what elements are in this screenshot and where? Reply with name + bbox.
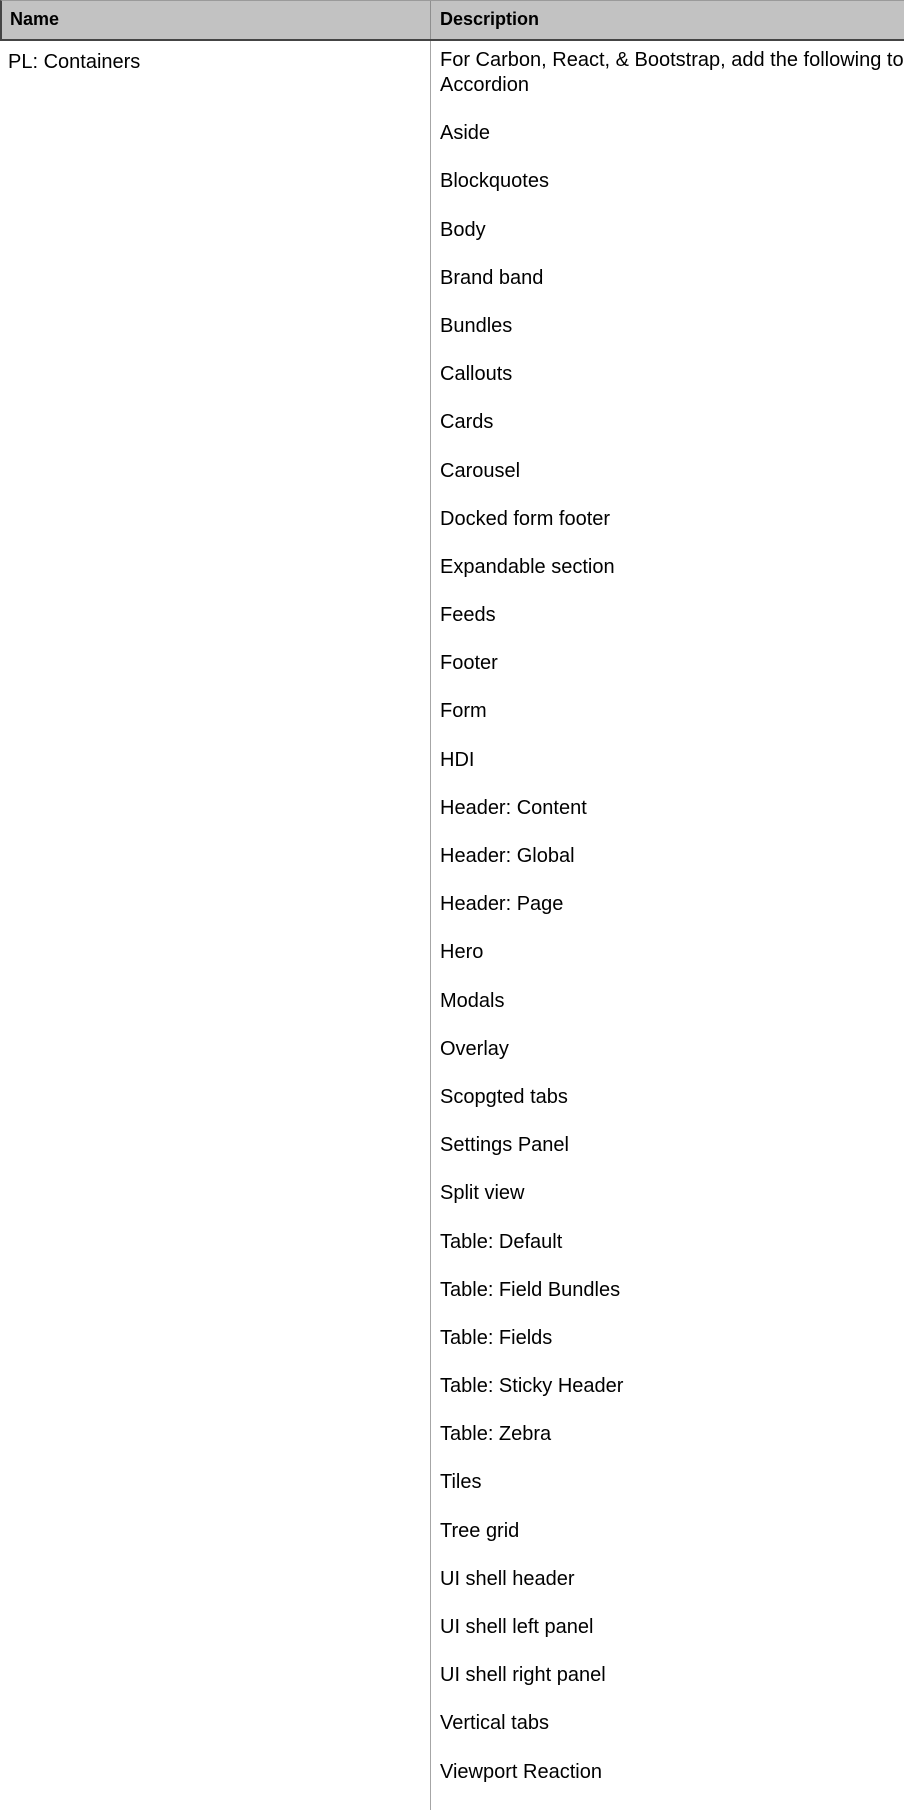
description-list-item: Table: Zebra [440,1423,552,1446]
name-cell-text: PL: Containers [8,51,141,73]
description-list-item: Overlay [440,1037,509,1060]
description-list-item: Footer [440,652,498,675]
description-list-item: Carousel [440,459,521,482]
description-list-item: Cards [440,411,494,434]
description-list-item: Form [440,700,487,723]
description-list-item: Vertical tabs [440,1712,549,1735]
description-list-item: Viewport Reaction [440,1760,602,1783]
description-list-item: Header: Global [440,845,575,867]
description-list-item: Docked form footer [440,507,611,530]
description-component-list [440,74,904,1784]
description-list-item: Header: Content [440,796,587,819]
description-list-item: Split view [440,1182,525,1205]
description-list-item: Accordion [440,74,529,96]
description-list-item: UI shell left panel [440,1616,594,1638]
description-list-item: Blockquotes [440,170,549,193]
column-header-name-label: Name [10,9,60,29]
description-list-item: Callouts [440,363,513,386]
name-cell [0,41,430,1810]
description-list-item: Tree grid [440,1519,520,1542]
column-header-description [430,1,904,39]
column-header-name [2,1,430,39]
description-list-item: Bundles [440,314,513,337]
description-list-item: Scopgted tabs [440,1085,568,1108]
description-list-item: Brand band [440,266,544,289]
table-header-row [0,0,904,41]
description-intro-text: For Carbon, React, & Bootstrap, add the following to [440,49,904,71]
description-list-item: Settings Panel [440,1134,569,1157]
table-row [0,41,904,1810]
description-list-item: Table: Field Bundles [440,1278,621,1301]
description-list-item: Feeds [440,604,496,627]
description-list-item: Header: Page [440,893,564,916]
description-cell [430,41,904,1810]
description-list-item: UI shell right panel [440,1664,606,1687]
description-list-item: Table: Sticky Header [440,1375,624,1398]
description-list-item: Body [440,218,486,241]
description-list-item: Table: Fields [440,1326,553,1349]
description-list-item: Expandable section [440,555,615,578]
description-list-item: Table: Default [440,1230,563,1253]
description-list-item: Hero [440,941,484,964]
column-header-description-label: Description [440,9,540,29]
description-list-item: Aside [440,122,491,145]
description-list-item: Tiles [440,1471,482,1494]
description-list-item: Modals [440,989,505,1012]
description-list-item: HDI [440,748,475,771]
description-list-item: UI shell header [440,1567,575,1590]
